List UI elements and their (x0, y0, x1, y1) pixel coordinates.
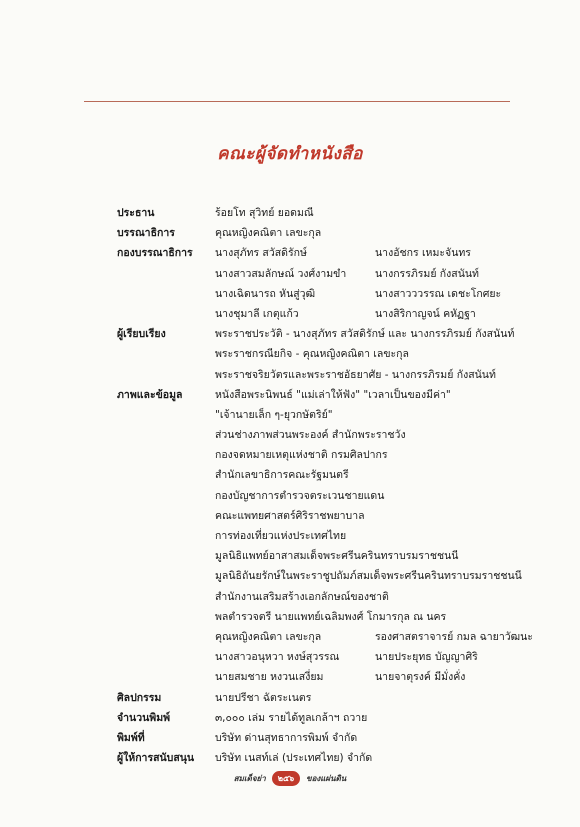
page-title: คณะผู้จัดทำหนังสือ (217, 144, 363, 164)
credit-row (117, 688, 557, 708)
credit-row (117, 546, 557, 566)
credit-value: กองจดหมายเหตุแห่งชาติ กรมศิลปากร (215, 449, 388, 462)
credit-role: จำนวนพิมพ์ (117, 711, 171, 724)
credit-role (117, 667, 215, 687)
credit-row (117, 365, 557, 385)
credit-role: ผู้เรียบเรียง (117, 328, 166, 341)
credit-row (117, 385, 557, 405)
credit-row (117, 526, 557, 546)
credit-row (117, 587, 557, 607)
credit-row (117, 264, 557, 284)
credit-role (117, 344, 215, 364)
credit-role (117, 546, 215, 566)
credits-list (117, 203, 557, 768)
credit-name: รองศาสตราจารย์ กมล ฉายาวัฒนะ (375, 630, 533, 643)
credit-name: นางอัชกร เหมะจันทร (375, 247, 471, 260)
credit-role (117, 647, 215, 667)
credit-role (117, 284, 215, 304)
credit-name: นางสาวสมลักษณ์ วงศ์งามขำ (215, 267, 347, 280)
credit-row (117, 445, 557, 465)
credit-name: นางสิริกาญจน์ คหัฏฐา (375, 307, 476, 320)
credit-role: ศิลปกรรม (117, 691, 162, 704)
credit-name: นางสุภัทร สวัสดิรักษ์ (215, 247, 307, 260)
credit-role (117, 607, 215, 627)
credit-role (117, 425, 215, 445)
credit-value: นายปรีชา ฉัตระเนตร (215, 691, 312, 704)
credit-row (117, 223, 557, 243)
credit-row (117, 284, 557, 304)
credit-value: บริษัท เนสท์เล่ (ประเทศไทย) จำกัด (215, 752, 373, 765)
credit-value: สำนักเลขาธิการคณะรัฐมนตรี (215, 469, 349, 482)
credit-name: นายประยุทธ บัญญาศิริ (375, 651, 478, 664)
credit-row (117, 748, 557, 768)
credit-name: นางสาวอนุหวา หงษ์สุวรรณ (215, 651, 340, 664)
credit-row (117, 324, 557, 344)
credit-role (117, 627, 215, 647)
credit-row (117, 667, 557, 687)
credit-row (117, 506, 557, 526)
credit-value: หนังสือพระนิพนธ์ "แม่เล่าให้ฟัง" "เวลาเป็นของมีค่า" (215, 388, 451, 401)
credit-role (117, 465, 215, 485)
credit-name: นางเฉิดนารถ หันสู่วุฒิ (215, 287, 316, 300)
credit-value: "เจ้านายเล็ก ๆ-ยุวกษัตริย์" (215, 408, 333, 421)
credit-role: ประธาน (117, 207, 155, 219)
top-divider (84, 101, 510, 102)
credit-role (117, 566, 215, 586)
credit-role (117, 506, 215, 526)
credit-value: มูลนิธิถันยรักษ์ในพระราชูปถัมภ์สมเด็จพระศรีนครินทราบรมราชชนนี (215, 570, 522, 583)
credit-name: นางกรรภิรมย์ กังสนันท์ (375, 267, 479, 280)
credit-value: ๓,๐๐๐ เล่ม รายได้ทูลเกล้าฯ ถวาย (215, 711, 368, 724)
credit-name: นางสาวววรรณ เดชะโกศยะ (375, 287, 502, 300)
credit-role: ภาพและข้อมูล (117, 388, 183, 401)
credit-role: บรรณาธิการ (117, 227, 175, 240)
credit-row (117, 647, 557, 667)
credit-role (117, 264, 215, 284)
credit-role: กองบรรณาธิการ (117, 247, 193, 260)
credit-row (117, 344, 557, 364)
footer-left-text: สมเด็จย่า (233, 774, 266, 783)
credit-role (117, 526, 215, 546)
credit-row (117, 728, 557, 748)
footer-right-text: ของแผ่นดิน (306, 774, 347, 783)
credit-value: มูลนิธิแพทย์อาสาสมเด็จพระศรีนครินทราบรมราชชนนี (215, 550, 459, 563)
credit-value: พระราชกรณียกิจ - คุณหญิงคณิตา เลขะกุล (215, 348, 409, 361)
credit-row (117, 203, 557, 223)
credit-role (117, 587, 215, 607)
credit-row (117, 486, 557, 506)
credit-value: ส่วนช่างภาพส่วนพระองค์ สำนักพระราชวัง (215, 429, 406, 442)
page-footer (0, 771, 580, 786)
credit-name: คุณหญิงคณิตา เลขะกุล (215, 630, 322, 643)
credit-role (117, 405, 215, 425)
credit-row (117, 304, 557, 324)
credit-role (117, 304, 215, 324)
credit-value: พระราชจริยวัตรและพระราชอัธยาศัย - นางกรรภิรมย์ กังสนันท์ (215, 368, 496, 381)
credit-role (117, 365, 215, 385)
credit-row (117, 425, 557, 445)
credit-value: พลตำรวจตรี นายแพทย์เฉลิมพงศ์ โกมารกุล ณ นคร (215, 610, 447, 623)
credit-value: สำนักงานเสริมสร้างเอกลักษณ์ของชาติ (215, 590, 389, 603)
credit-name: นายสมชาย หงวนเสงี่ยม (215, 671, 324, 684)
credit-row (117, 405, 557, 425)
credit-value: บริษัท ด่านสุทธาการพิมพ์ จำกัด (215, 731, 358, 744)
credit-row (117, 607, 557, 627)
credit-role: พิมพ์ที่ (117, 731, 145, 744)
credit-value: การท่องเที่ยวแห่งประเทศไทย (215, 530, 347, 542)
credit-row (117, 627, 557, 647)
credit-name: นายจาตุรงค์ มีมั่งคั่ง (375, 671, 466, 684)
credit-row (117, 566, 557, 586)
credit-name: นางชุมาลี เกตุแก้ว (215, 307, 299, 320)
credit-value: กองบัญชาการตำรวจตระเวนชายแดน (215, 489, 385, 502)
credit-role (117, 445, 215, 465)
credit-name: ร้อยโท สุวิทย์ ยอดมณี (215, 207, 314, 219)
credit-role (117, 486, 215, 506)
credit-value: พระราชประวัติ - นางสุภัทร สวัสดิรักษ์ และ นางกรรภิรมย์ กังสนันท์ (215, 328, 515, 341)
credit-value: คณะแพทยศาสตร์ศิริราชพยาบาล (215, 509, 365, 522)
credit-row (117, 708, 557, 728)
credit-name: คุณหญิงคณิตา เลขะกุล (215, 227, 322, 240)
credit-role: ผู้ให้การสนับสนุน (117, 752, 195, 765)
credit-row (117, 465, 557, 485)
credit-row (117, 243, 557, 263)
page-number-badge: ๒๕๖ (272, 771, 300, 786)
